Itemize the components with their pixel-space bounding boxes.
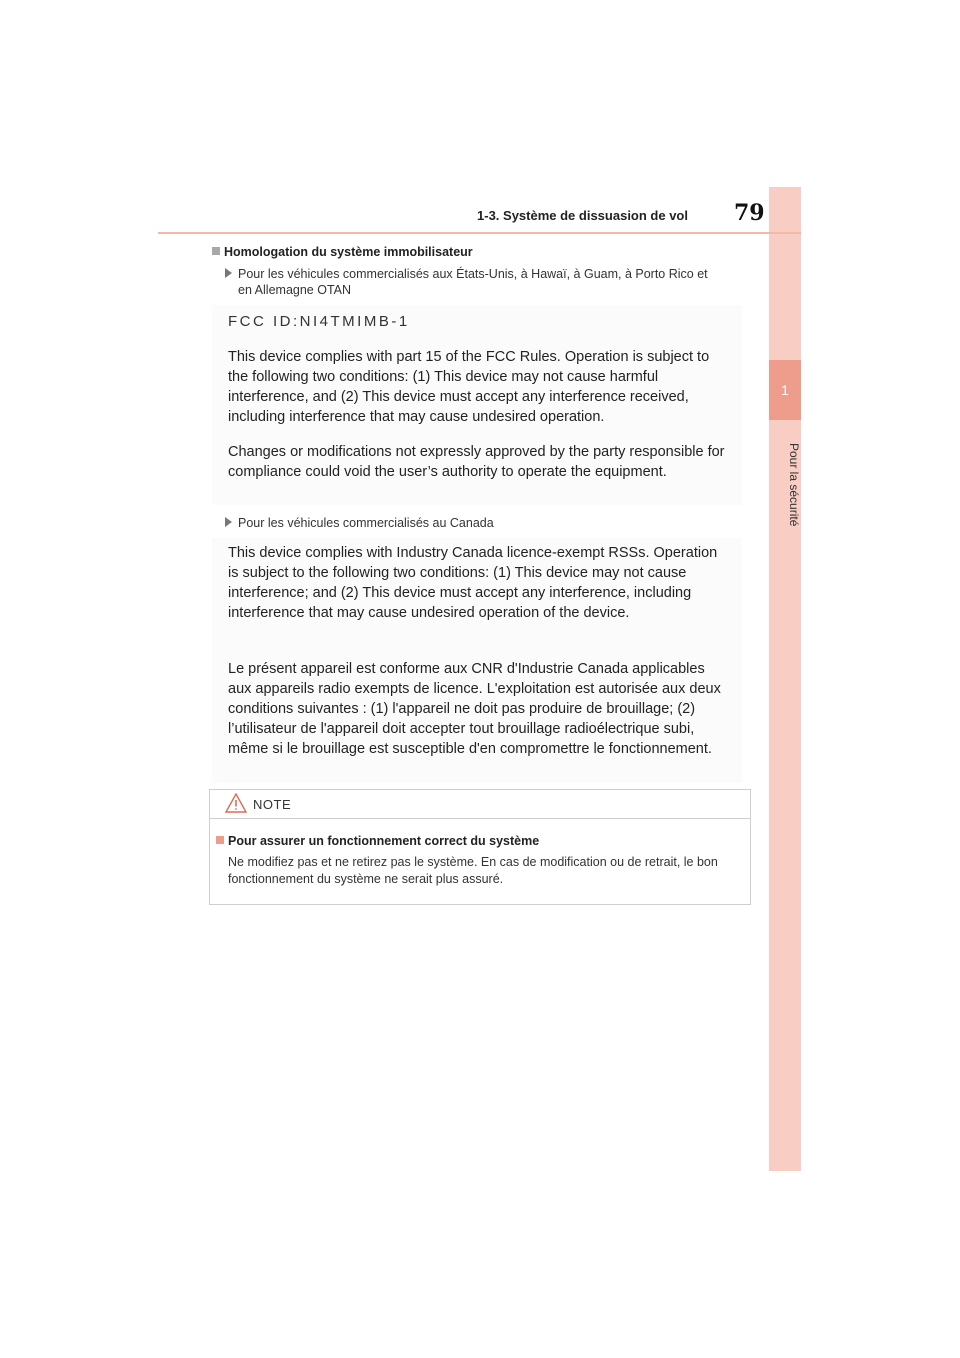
note-title: NOTE <box>253 797 292 812</box>
section-heading <box>212 245 473 259</box>
bullet-us <box>225 266 750 298</box>
square-bullet-icon <box>216 836 224 844</box>
ic-statement-fr: Le présent appareil est conforme aux CNR d'Industrie Canada applicables aux appareils radio exempts de licence. L'exploitation est autorisée aux deux conditions suivantes : (1) l'appareil ne doit pas produire de brouillage; (2) l’utilisateur de l'appareil doit accepter tout brouillage radioélectrique subi, même si le brouillage est susceptible d'en compromettre le fonctionnement. <box>228 661 721 757</box>
note-heading <box>216 834 539 848</box>
chapter-label: Pour la sécurité <box>787 443 801 527</box>
bullet-us-line2: en Allemagne OTAN <box>238 283 352 297</box>
fcc-statement: This device complies with part 15 of the FCC Rules. Operation is subject to the following two conditions: (1) This device may not cause harmful interference, and (2) This device must accept any interference received, including interference that may cause undesired operation. <box>228 349 710 425</box>
note-body: Ne modifiez pas et ne retirez pas le système. En cas de modification ou de retrait, le bon fonctionnement du système ne serait plus assuré. <box>228 855 718 886</box>
chapter-number: 1 <box>781 382 789 398</box>
bullet-us-line1: Pour les véhicules commercialisés aux États-Unis, à Hawaï, à Guam, à Porto Rico et <box>238 267 708 281</box>
triangle-bullet-icon <box>225 517 232 527</box>
note-heading-text: Pour assurer un fonctionnement correct du système <box>228 834 540 848</box>
bullet-canada-text: Pour les véhicules commercialisés au Canada <box>238 516 494 530</box>
section-heading-text: Homologation du système immobilisateur <box>224 245 473 259</box>
chapter-sidebar <box>769 187 801 1171</box>
running-header: 1-3. Système de dissuasion de vol <box>477 208 688 223</box>
triangle-bullet-icon <box>225 268 232 278</box>
warning-triangle-icon <box>225 793 247 813</box>
bullet-canada <box>225 515 750 531</box>
fcc-id: FCC ID:NI4TMIMB-1 <box>228 313 410 330</box>
header-rule <box>158 232 801 234</box>
page-number: 79 <box>734 200 765 226</box>
square-bullet-icon <box>212 247 220 255</box>
chapter-tab[interactable] <box>769 360 801 420</box>
fcc-modifications-statement: Changes or modifications not expressly approved by the party responsible for compliance could void the user’s authority to operate the equipment. <box>228 444 725 480</box>
ic-statement-en: This device complies with Industry Canada licence-exempt RSSs. Operation is subject to the following two conditions: (1) This device may not cause interference; and (2) This device must accept any interference, including interference that may cause undesired operation of the device. <box>228 545 718 621</box>
